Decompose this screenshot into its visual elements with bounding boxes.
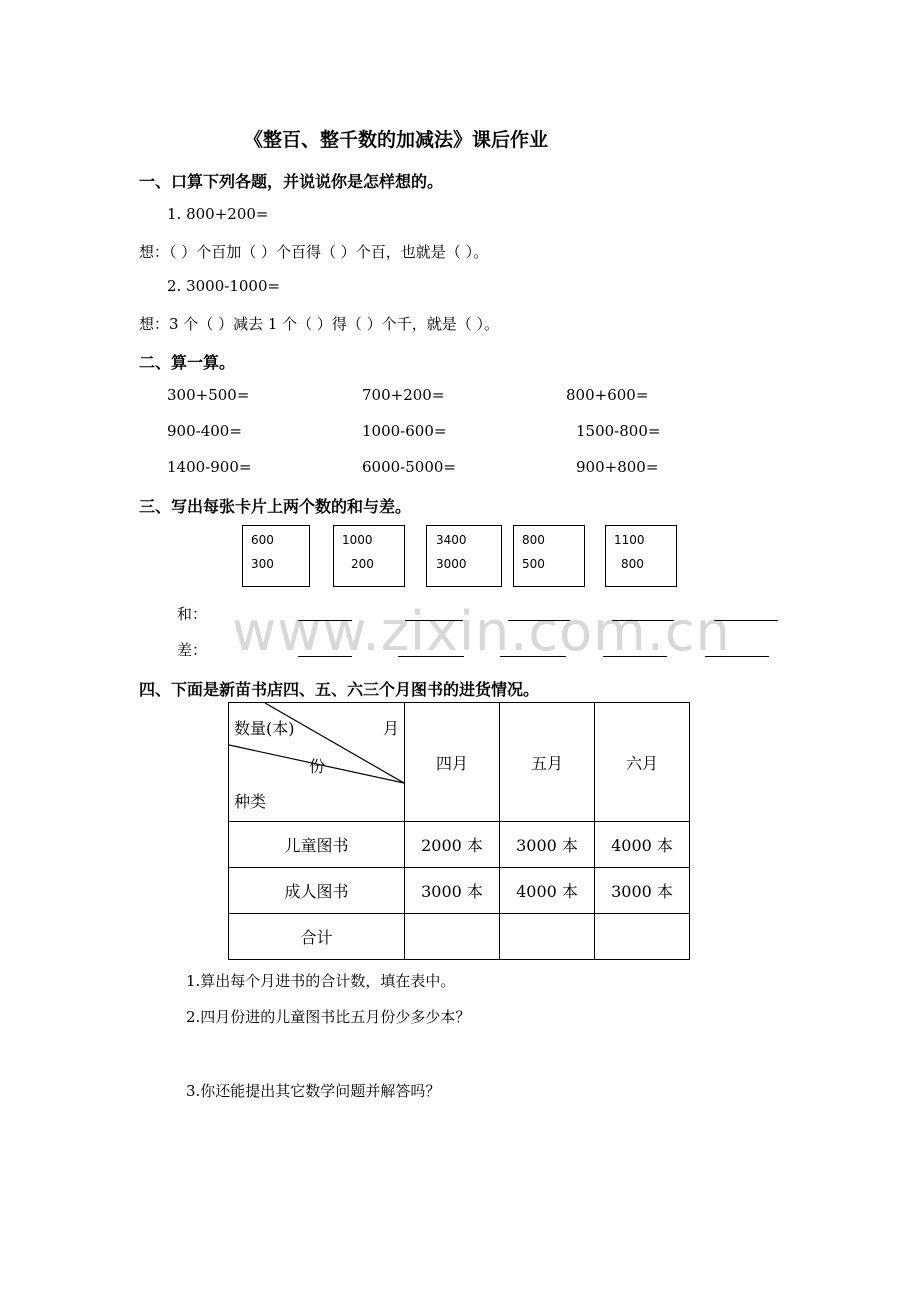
problem-r1-c3: 800+600=	[566, 386, 649, 404]
problem-r3-c2: 6000-5000=	[362, 458, 456, 476]
section4-heading: 四、下面是新苗书店四、五、六三个月图书的进货情况。	[139, 680, 540, 699]
difference-label: 差：	[177, 641, 208, 659]
card-bottom-number: 800	[621, 557, 644, 571]
number-card-1	[242, 525, 310, 587]
row-label-adult-books: 成人图书	[229, 868, 405, 914]
section1-q1: 1. 800+200=	[167, 205, 269, 223]
sum-answer-line	[714, 620, 778, 621]
table-cell: 3000 本	[500, 822, 595, 868]
difference-answer-line	[500, 656, 566, 657]
column-header-june: 六月	[595, 703, 690, 822]
problem-r2-c2: 1000-600=	[362, 422, 447, 440]
sum-answer-line	[298, 620, 352, 621]
table-cell-blank	[595, 914, 690, 960]
table-cell: 4000 本	[595, 822, 690, 868]
sum-label: 和：	[177, 605, 208, 623]
section3-heading: 三、写出每张卡片上两个数的和与差。	[139, 497, 412, 516]
problem-r3-c3: 900+800=	[576, 458, 659, 476]
table-header-row	[229, 703, 690, 822]
corner-month-label: 月	[383, 719, 400, 738]
question-2: 2.四月份进的儿童图书比五月份少多少本？	[186, 1008, 471, 1026]
sum-answer-line	[405, 620, 463, 621]
difference-answer-line	[398, 656, 464, 657]
problem-r1-c1: 300+500=	[167, 386, 250, 404]
question-3: 3.你还能提出其它数学问题并解答吗？	[186, 1082, 441, 1100]
page-title: 《整百、整千数的加减法》课后作业	[244, 129, 549, 151]
card-bottom-number: 300	[251, 557, 274, 571]
table-row	[229, 868, 690, 914]
table-cell: 4000 本	[500, 868, 595, 914]
card-bottom-number: 500	[522, 557, 545, 571]
card-bottom-number: 200	[351, 557, 374, 571]
table-row	[229, 914, 690, 960]
card-top-number: 1000	[342, 533, 373, 547]
sum-answer-line	[508, 620, 570, 621]
problem-r3-c1: 1400-900=	[167, 458, 252, 476]
difference-answer-line	[603, 656, 667, 657]
section1-q2: 2. 3000-1000=	[167, 277, 281, 295]
section2-heading: 二、算一算。	[139, 353, 236, 372]
problem-r2-c1: 900-400=	[167, 422, 242, 440]
row-label-total: 合计	[229, 914, 405, 960]
table-cell: 2000 本	[405, 822, 500, 868]
card-top-number: 600	[251, 533, 274, 547]
column-header-may: 五月	[500, 703, 595, 822]
corner-quantity-label: 数量(本)	[234, 719, 295, 738]
corner-category-label: 种类	[234, 792, 267, 811]
section1-q2-think: 想：3 个（ ）减去 1 个（ ）得（ ）个千，就是（ ）。	[139, 315, 499, 333]
row-label-children-books: 儿童图书	[229, 822, 405, 868]
number-card-2	[333, 525, 405, 587]
section1-q1-think: 想：（ ）个百加（ ）个百得（ ）个百，也就是（ ）。	[139, 243, 489, 261]
number-card-5	[605, 525, 677, 587]
card-top-number: 800	[522, 533, 545, 547]
card-top-number: 1100	[614, 533, 645, 547]
table-cell-blank	[500, 914, 595, 960]
card-bottom-number: 3000	[436, 557, 467, 571]
problem-r2-c3: 1500-800=	[576, 422, 661, 440]
section1-heading: 一、口算下列各题，并说说你是怎样想的。	[139, 172, 444, 191]
watermark: www.zixin.com.cn	[232, 600, 731, 663]
table-row	[229, 822, 690, 868]
table-cell-blank	[405, 914, 500, 960]
card-top-number: 3400	[436, 533, 467, 547]
table-cell: 3000 本	[595, 868, 690, 914]
sum-answer-line	[612, 620, 674, 621]
table-cell: 3000 本	[405, 868, 500, 914]
difference-answer-line	[705, 656, 769, 657]
difference-answer-line	[298, 656, 352, 657]
book-stock-table	[228, 702, 690, 960]
problem-r1-c2: 700+200=	[362, 386, 445, 404]
number-card-4	[513, 525, 585, 587]
table-corner-header	[229, 703, 405, 822]
corner-part-label: 份	[309, 757, 326, 776]
number-card-3	[426, 525, 502, 587]
column-header-april: 四月	[405, 703, 500, 822]
question-1: 1.算出每个月进书的合计数，填在表中。	[186, 972, 456, 990]
